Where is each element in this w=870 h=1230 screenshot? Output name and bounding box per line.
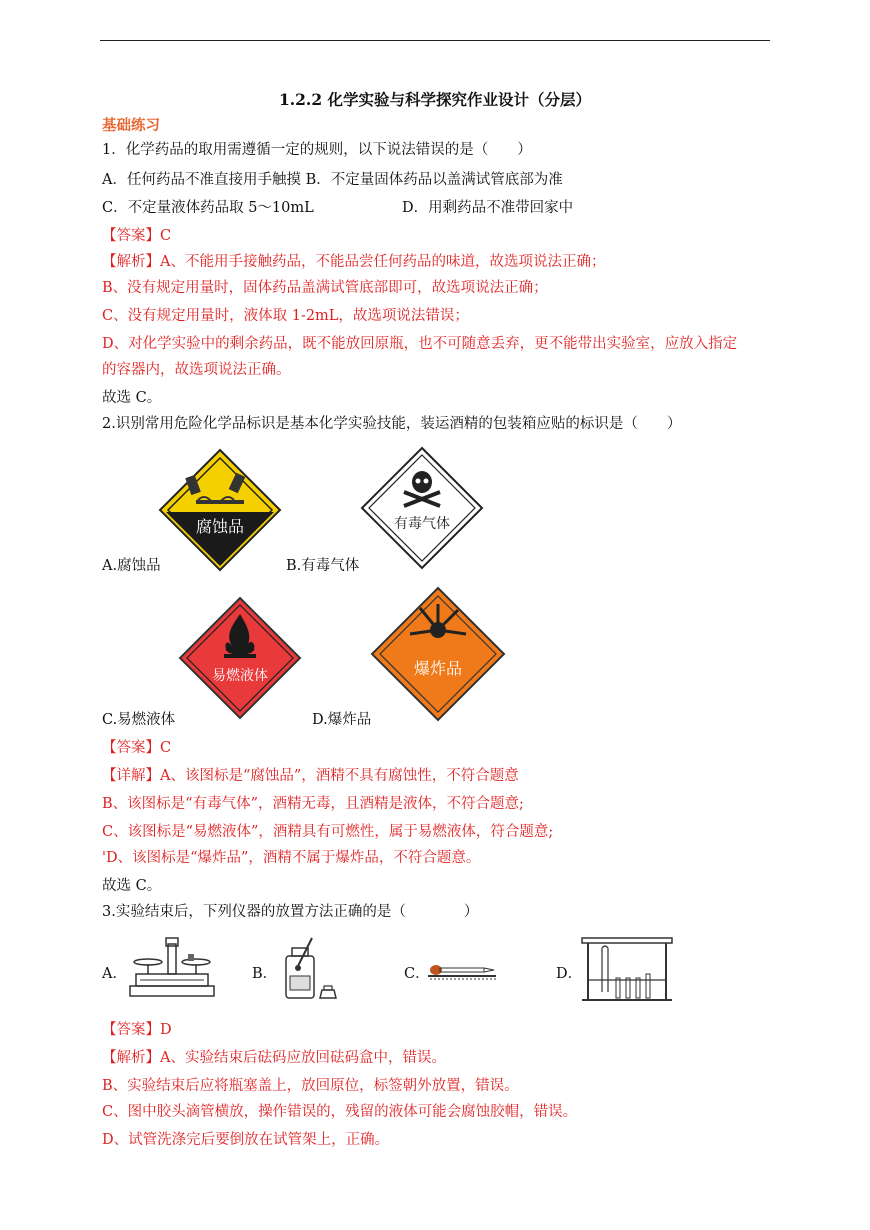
- q3-option-a: A．: [102, 966, 127, 982]
- q2-explanation-3: C、该图标是“易燃液体”，酒精具有可燃性，属于易燃液体，符合题意;: [102, 824, 554, 840]
- q1-explanation-4: D、对化学实验中的剩余药品，既不能放回原瓶，也不可随意丢弃，更不能带出实验室，应放入指定: [102, 336, 738, 352]
- q2-explanation-2: B、该图标是“有毒气体”，酒精无毒，且酒精是液体，不符合题意;: [102, 796, 524, 812]
- q3-stem: 3.实验结束后，下列仪器的放置方法正确的是（ ）: [102, 904, 479, 920]
- q1-stem: 1．化学药品的取用需遵循一定的规则，以下说法错误的是（ ）: [102, 142, 532, 158]
- dropper-lying-icon: [426, 958, 498, 982]
- page-title: 1.2.2 化学实验与科学探究作业设计（分层）: [278, 90, 592, 109]
- q2-stem: 2.识别常用危险化学品标识是基本化学实验技能，装运酒精的包装箱应贴的标识是（ ）: [102, 416, 682, 432]
- sign-b-label: 有毒气体: [394, 516, 450, 532]
- q1-explanation-5: 的容器内，故选项说法正确。: [102, 362, 291, 378]
- header-rule: [100, 40, 770, 41]
- q3-answer: 【答案】D: [102, 1022, 172, 1038]
- q3-option-b: B．: [252, 966, 278, 982]
- q1-explanation-3: C、没有规定用量时，液体取 1-2mL，故选项说法错误；: [102, 308, 469, 324]
- reagent-bottle-icon: [278, 936, 342, 1002]
- q2-explanation-1: 【详解】A、该图标是“腐蚀品”，酒精不具有腐蚀性，不符合题意: [102, 768, 519, 784]
- q3-explanation-2: B、实验结束后应将瓶塞盖上，放回原位，标签朝外放置，错误。: [102, 1078, 519, 1094]
- q1-answer: 【答案】C: [102, 228, 172, 244]
- q2-choice: 故选 C。: [102, 878, 162, 894]
- q2-caption-a: A.腐蚀品: [102, 558, 161, 574]
- q2-answer: 【答案】C: [102, 740, 172, 756]
- q3-explanation-3: C、图中胶头滴管横放，操作错误的，残留的液体可能会腐蚀胶帽，错误。: [102, 1104, 578, 1120]
- test-tube-rack-icon: [580, 934, 674, 1004]
- flammable-liquid-sign-icon: [178, 596, 302, 720]
- q2-caption-b: B.有毒气体: [286, 558, 360, 574]
- q3-explanation-1: 【解析】A、实验结束后砝码应放回砝码盒中，错误。: [102, 1050, 446, 1066]
- q1-options-ab: A．任何药品不准直接用手触摸 B．不定量固体药品以盖满试管底部为准: [102, 172, 563, 188]
- q1-choice: 故选 C。: [102, 390, 162, 406]
- q1-explanation-2: B、没有规定用量时，固体药品盖满试管底部即可，故选项说法正确；: [102, 280, 548, 296]
- explosive-sign-icon: [370, 586, 506, 722]
- q2-caption-c: C.易燃液体: [102, 712, 176, 728]
- q3-option-c: C．: [404, 966, 430, 982]
- sign-d-label: 爆炸品: [413, 659, 463, 678]
- q3-option-d: D．: [556, 966, 583, 982]
- balance-scale-icon: [126, 934, 218, 998]
- sign-a-label: 腐蚀品: [195, 517, 245, 536]
- corrosive-sign-icon: [158, 448, 282, 572]
- toxic-gas-sign-icon: [360, 446, 484, 570]
- q2-explanation-4: 'D、该图标是“爆炸品”，酒精不属于爆炸品，不符合题意。: [102, 850, 481, 866]
- q1-option-c: C．不定量液体药品取 5～10mL: [102, 200, 314, 216]
- q1-explanation-1: 【解析】A、不能用手接触药品，不能品尝任何药品的味道，故选项说法正确；: [102, 254, 606, 270]
- q3-explanation-4: D、试管洗涤完后要倒放在试管架上，正确。: [102, 1132, 390, 1148]
- sign-c-label: 易燃液体: [212, 668, 268, 684]
- section-heading: 基础练习: [102, 117, 160, 134]
- q2-caption-d: D.爆炸品: [312, 712, 372, 728]
- q1-option-d: D．用剩药品不准带回家中: [402, 200, 574, 216]
